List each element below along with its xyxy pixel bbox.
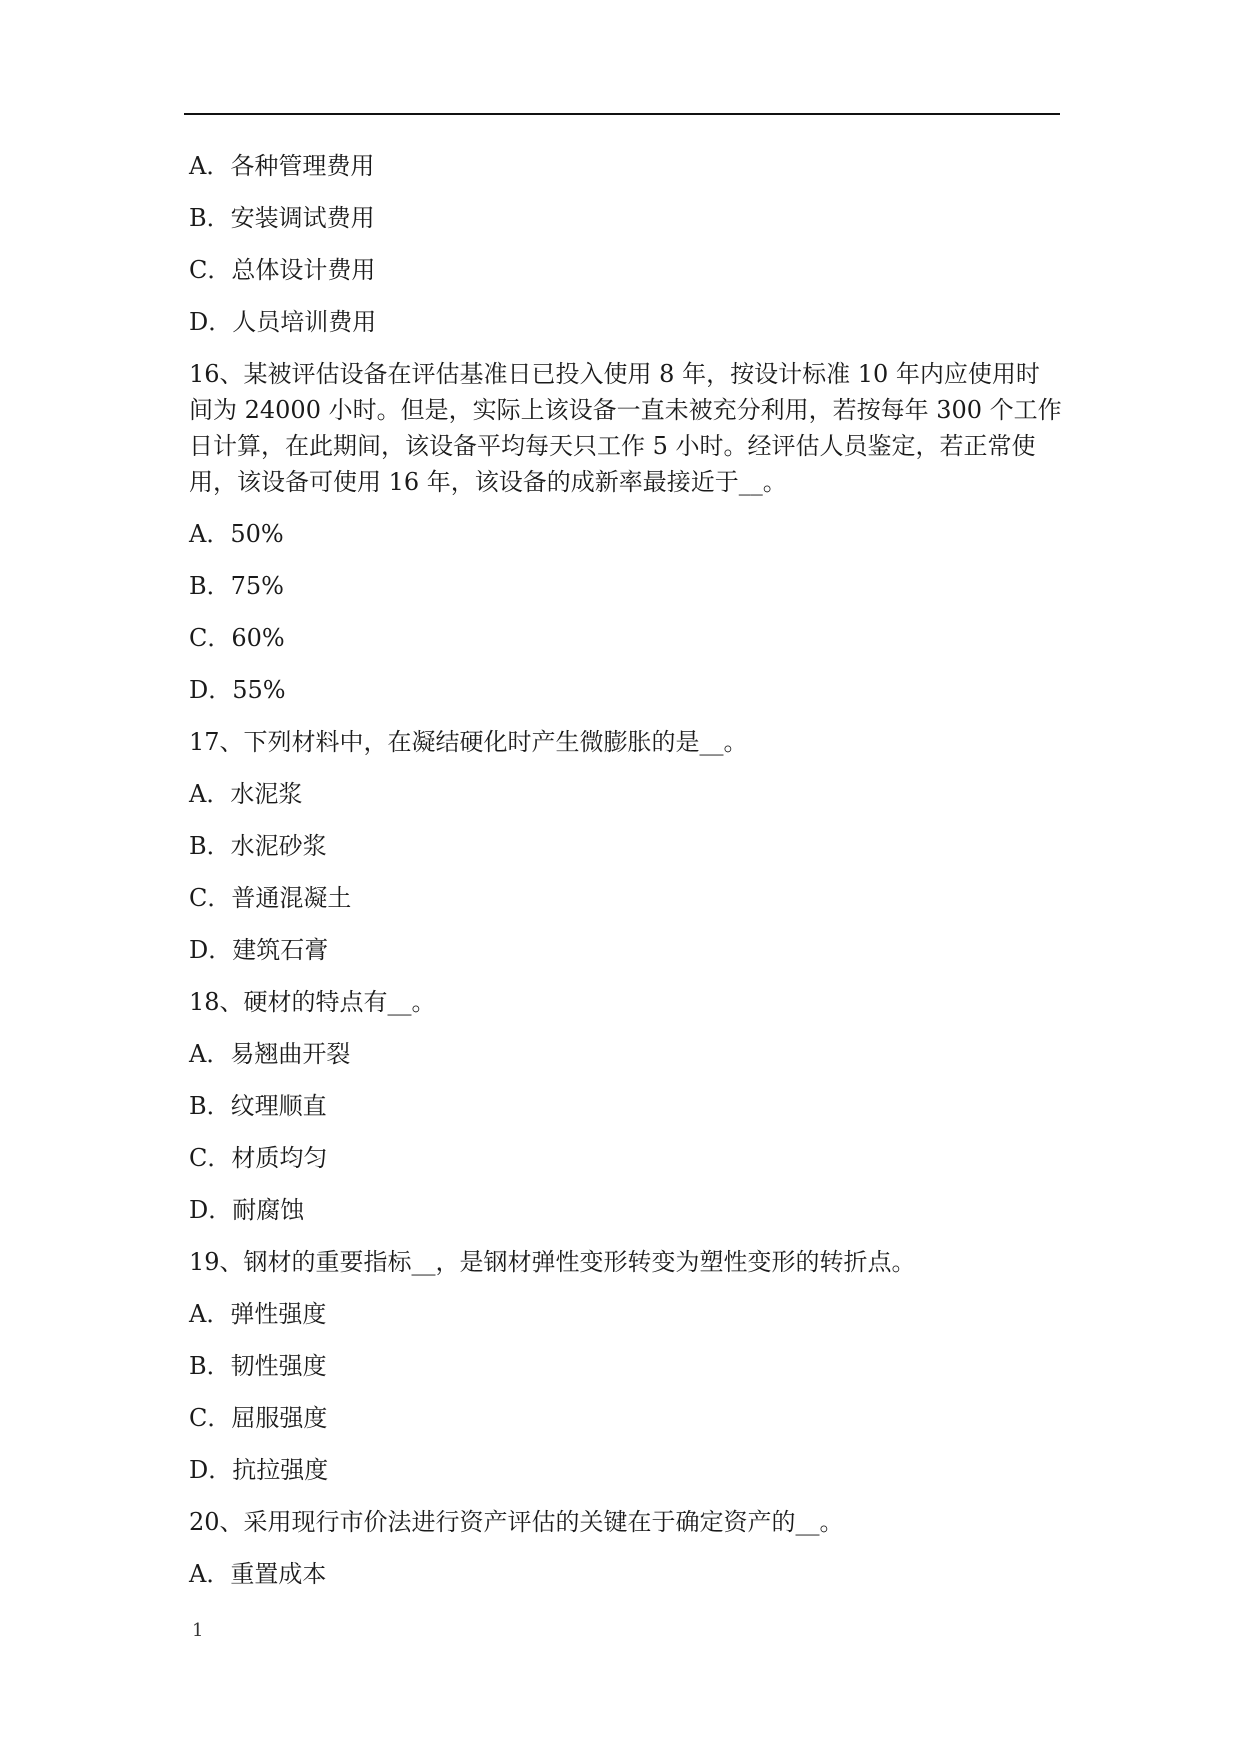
question-text-line: 日计算，在此期间，该设备平均每天只工作 5 小时。经评估人员鉴定，若正常使 — [189, 432, 1036, 460]
question-17: 17、下列材料中，在凝结硬化时产生微膨胀的是__。 — [189, 728, 748, 756]
option-line: C．屈服强度 — [189, 1404, 328, 1432]
document-body — [189, 148, 1062, 1608]
option-line: D．耐腐蚀 — [189, 1196, 305, 1224]
question-text-line: 间为 24000 小时。但是，实际上该设备一直未被充分利用，若按每年 300 个工作 — [189, 396, 1062, 424]
option-line: D．人员培训费用 — [189, 308, 377, 336]
option-line: A．50% — [189, 520, 284, 548]
option-line: C．普通混凝土 — [189, 884, 352, 912]
page-number: 1 — [192, 1620, 204, 1641]
option-line: B．75% — [189, 572, 284, 600]
option-line: D．抗拉强度 — [189, 1456, 329, 1484]
option-line: B．纹理顺直 — [189, 1092, 327, 1120]
option-line: D．55% — [189, 676, 286, 704]
option-line: C．总体设计费用 — [189, 256, 376, 284]
option-line: C．60% — [189, 624, 285, 652]
option-line: A．弹性强度 — [189, 1300, 327, 1328]
option-line: A．重置成本 — [189, 1560, 327, 1588]
question-16 — [189, 356, 1062, 500]
question-text-line: 16、某被评估设备在评估基准日已投入使用 8 年，按设计标准 10 年内应使用时 — [189, 360, 1040, 388]
option-line: C．材质均匀 — [189, 1144, 328, 1172]
option-line: B．安装调试费用 — [189, 204, 375, 232]
question-text-line: 用，该设备可使用 16 年，该设备的成新率最接近于__。 — [189, 468, 787, 496]
option-line: A．易翘曲开裂 — [189, 1040, 351, 1068]
option-line: B．韧性强度 — [189, 1352, 327, 1380]
question-20: 20、采用现行市价法进行资产评估的关键在于确定资产的__。 — [189, 1508, 844, 1536]
option-line: D．建筑石膏 — [189, 936, 329, 964]
option-line: B．水泥砂浆 — [189, 832, 327, 860]
question-19: 19、钢材的重要指标__，是钢材弹性变形转变为塑性变形的转折点。 — [189, 1248, 916, 1276]
option-line: A．水泥浆 — [189, 780, 303, 808]
header-rule — [184, 113, 1060, 115]
question-18: 18、硬材的特点有__。 — [189, 988, 436, 1016]
option-line: A．各种管理费用 — [189, 152, 375, 180]
